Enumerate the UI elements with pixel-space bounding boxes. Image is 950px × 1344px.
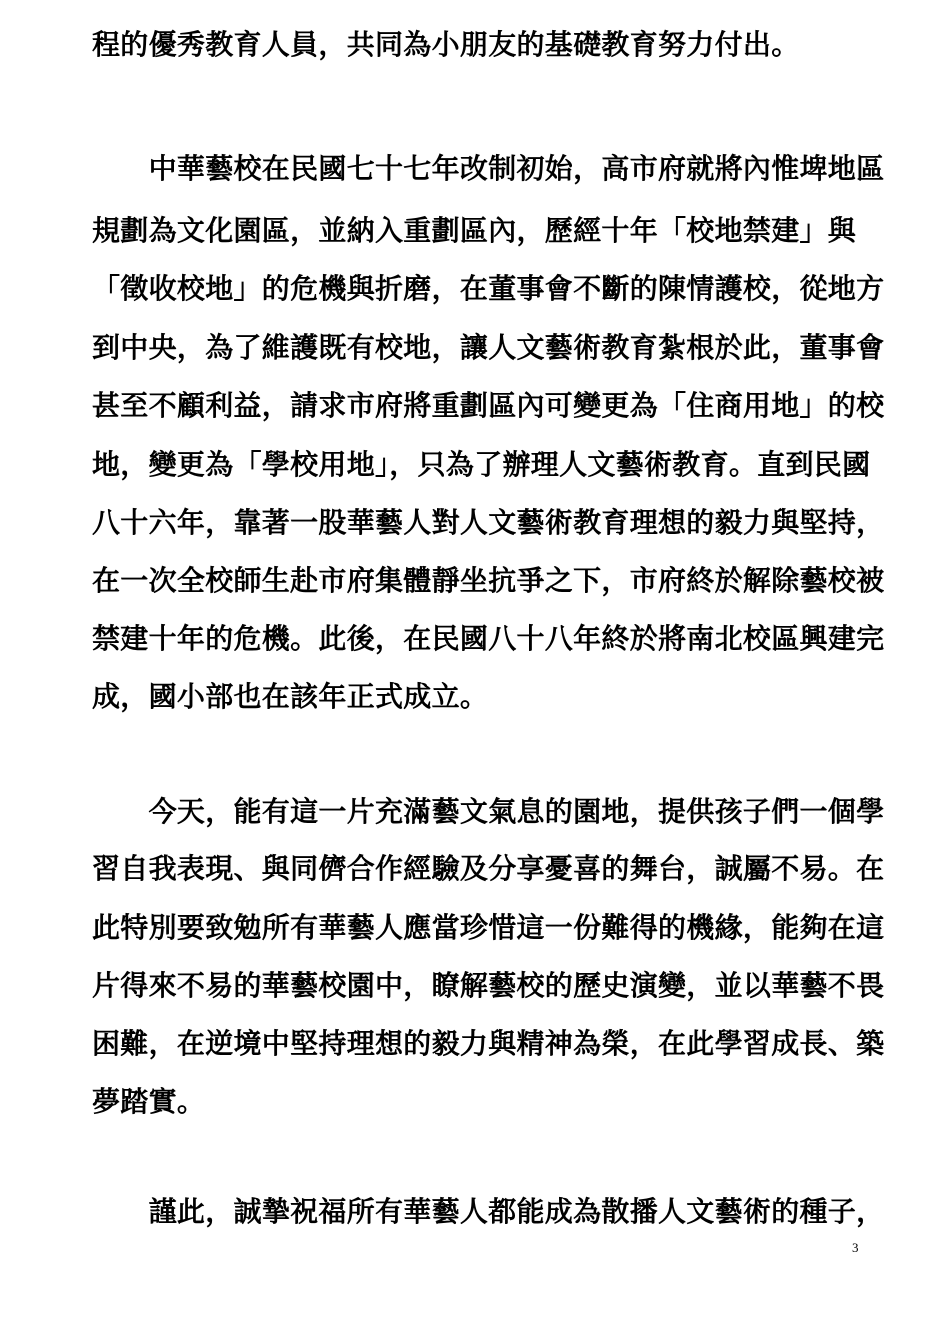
text-line: 片得來不易的華藝校園中，瞭解藝校的歷史演變，並以華藝不畏: [92, 969, 885, 1002]
text-line: 中華藝校在民國七十七年改制初始，高市府就將內惟埤地區: [92, 152, 885, 185]
text-line: 八十六年，靠著一股華藝人對人文藝術教育理想的毅力與堅持，: [92, 506, 885, 539]
text-line: 地，變更為「學校用地」，只為了辦理人文藝術教育。直到民國: [92, 448, 871, 481]
text-line: 「徵收校地」的危機與折磨，在董事會不斷的陳情護校，從地方: [92, 272, 885, 305]
text-line: 困難，在逆境中堅持理想的毅力與精神為榮，在此學習成長、築: [92, 1027, 885, 1060]
text-line: 此特別要致勉所有華藝人應當珍惜這一份難得的機緣，能夠在這: [92, 911, 885, 944]
text-line: 規劃為文化園區，並納入重劃區內，歷經十年「校地禁建」與: [92, 214, 857, 247]
text-line: 習自我表現、與同儕合作經驗及分享憂喜的舞台，誠屬不易。在: [92, 852, 885, 885]
text-line: 甚至不顧利益，請求市府將重劃區內可變更為「住商用地」的校: [92, 389, 885, 422]
text-line: 程的優秀教育人員，共同為小朋友的基礎教育努力付出。: [92, 28, 800, 61]
page-number: 3: [852, 1240, 859, 1255]
text-line: 禁建十年的危機。此後，在民國八十八年終於將南北校區興建完: [92, 622, 885, 655]
text-line: 在一次全校師生赴市府集體靜坐抗爭之下，市府終於解除藝校被: [92, 564, 885, 597]
text-line: 今天，能有這一片充滿藝文氣息的園地，提供孩子們一個學: [92, 795, 885, 828]
text-line: 到中央，為了維護既有校地，讓人文藝術教育紮根於此，董事會: [92, 331, 885, 364]
text-line: 謹此，誠摯祝福所有華藝人都能成為散播人文藝術的種子，: [92, 1195, 885, 1228]
text-line: 夢踏實。: [92, 1085, 206, 1118]
text-line: 成，國小部也在該年正式成立。: [92, 680, 489, 713]
